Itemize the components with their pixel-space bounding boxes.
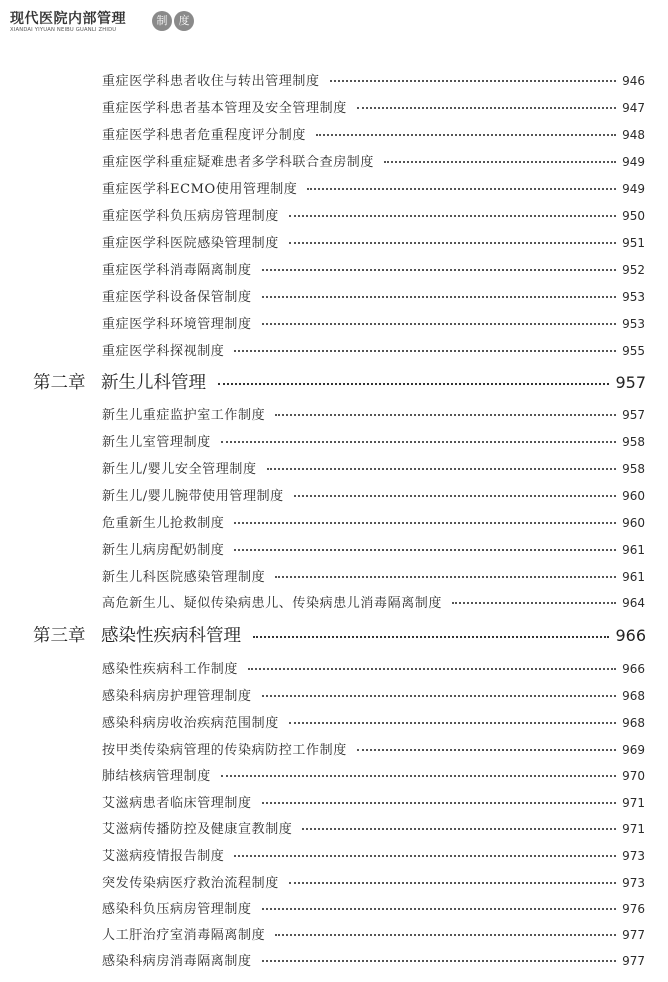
running-header xyxy=(10,6,310,36)
entry-title: 重症医学科设备保管制度 xyxy=(102,290,252,305)
entry-page: 958 xyxy=(622,435,645,449)
dot-leader xyxy=(302,828,616,830)
entry-title: 高危新生儿、疑似传染病患儿、传染病患儿消毒隔离制度 xyxy=(102,596,443,611)
dot-leader xyxy=(221,441,616,443)
dot-leader xyxy=(357,107,616,109)
entry-page: 949 xyxy=(622,182,645,196)
dot-leader xyxy=(307,188,616,190)
toc-entry[interactable] xyxy=(102,512,645,531)
toc-entry[interactable] xyxy=(102,818,645,837)
toc-entry[interactable] xyxy=(102,232,645,251)
dot-leader xyxy=(289,215,616,217)
toc-entry[interactable] xyxy=(102,898,645,917)
dot-leader xyxy=(262,323,616,325)
entry-title: 重症医学科探视制度 xyxy=(102,344,225,359)
dot-leader xyxy=(234,549,616,551)
entry-page: 947 xyxy=(622,101,645,115)
chapter-heading[interactable] xyxy=(33,369,646,394)
entry-title: 重症医学科医院感染管理制度 xyxy=(102,236,279,251)
entry-title: 感染科病房收治疾病范围制度 xyxy=(102,716,279,731)
entry-page: 960 xyxy=(622,516,645,530)
dot-leader xyxy=(262,908,616,910)
seal-icon: 度 xyxy=(174,11,194,31)
entry-title: 重症医学科患者收住与转出管理制度 xyxy=(102,74,320,89)
entry-page: 957 xyxy=(622,408,645,422)
dot-leader xyxy=(253,636,609,638)
chapter-number: 第三章 xyxy=(33,626,86,646)
toc-entry[interactable] xyxy=(102,765,645,784)
entry-title: 危重新生儿抢救制度 xyxy=(102,516,225,531)
dot-leader xyxy=(262,695,616,697)
seal-icon: 制 xyxy=(152,11,172,31)
entry-title: 重症医学科ECMO使用管理制度 xyxy=(102,182,298,197)
entry-page: 961 xyxy=(622,543,645,557)
toc-entry[interactable] xyxy=(102,658,645,677)
toc-entry[interactable] xyxy=(102,313,645,332)
entry-page: 973 xyxy=(622,876,645,890)
entry-page: 960 xyxy=(622,489,645,503)
entry-title: 艾滋病传播防控及健康宣教制度 xyxy=(102,822,293,837)
entry-title: 重症医学科环境管理制度 xyxy=(102,317,252,332)
toc-entry[interactable] xyxy=(102,792,645,811)
entry-page: 971 xyxy=(622,822,645,836)
chapter-title: 感染性疾病科管理 xyxy=(101,626,241,646)
toc-entry[interactable] xyxy=(102,539,645,558)
toc-entry[interactable] xyxy=(102,685,645,704)
toc-entry[interactable] xyxy=(102,950,645,969)
entry-page: 953 xyxy=(622,317,645,331)
entry-page: 955 xyxy=(622,344,645,358)
toc-entry[interactable] xyxy=(102,872,645,891)
entry-page: 950 xyxy=(622,209,645,223)
entry-title: 新生儿科医院感染管理制度 xyxy=(102,570,266,585)
dot-leader xyxy=(275,576,616,578)
entry-page: 953 xyxy=(622,290,645,304)
toc-entry[interactable] xyxy=(102,286,645,305)
dot-leader xyxy=(289,242,616,244)
entry-page: 946 xyxy=(622,74,645,88)
toc-entry[interactable] xyxy=(102,259,645,278)
entry-page: 973 xyxy=(622,849,645,863)
dot-leader xyxy=(218,383,609,385)
entry-page: 951 xyxy=(622,236,645,250)
entry-title: 新生儿/婴儿腕带使用管理制度 xyxy=(102,489,284,504)
entry-page: 964 xyxy=(622,596,645,610)
dot-leader xyxy=(262,269,616,271)
entry-title: 肺结核病管理制度 xyxy=(102,769,211,784)
entry-title: 新生儿室管理制度 xyxy=(102,435,211,450)
entry-title: 感染科负压病房管理制度 xyxy=(102,902,252,917)
entry-title: 感染性疾病科工作制度 xyxy=(102,662,239,677)
entry-page: 958 xyxy=(622,462,645,476)
entry-title: 新生儿病房配奶制度 xyxy=(102,543,225,558)
toc-entry[interactable] xyxy=(102,431,645,450)
entry-title: 重症医学科消毒隔离制度 xyxy=(102,263,252,278)
dot-leader xyxy=(248,668,616,670)
dot-leader xyxy=(275,934,616,936)
dot-leader xyxy=(262,802,616,804)
dot-leader xyxy=(357,749,616,751)
entry-page: 971 xyxy=(622,796,645,810)
dot-leader xyxy=(275,414,616,416)
entry-page: 952 xyxy=(622,263,645,277)
entry-title: 感染科病房护理管理制度 xyxy=(102,689,252,704)
entry-page: 949 xyxy=(622,155,645,169)
entry-title: 艾滋病疫情报告制度 xyxy=(102,849,225,864)
entry-page: 970 xyxy=(622,769,645,783)
entry-title: 感染科病房消毒隔离制度 xyxy=(102,954,252,969)
dot-leader xyxy=(221,775,616,777)
entry-page: 977 xyxy=(622,928,645,942)
dot-leader xyxy=(452,602,616,604)
dot-leader xyxy=(294,495,616,497)
entry-page: 976 xyxy=(622,902,645,916)
toc-entry[interactable] xyxy=(102,712,645,731)
toc-entry[interactable] xyxy=(102,340,645,359)
dot-leader xyxy=(234,522,616,524)
dot-leader xyxy=(316,134,616,136)
entry-title: 按甲类传染病管理的传染病防控工作制度 xyxy=(102,743,347,758)
entry-title: 新生儿重症监护室工作制度 xyxy=(102,408,266,423)
entry-page: 969 xyxy=(622,743,645,757)
entry-title: 人工肝治疗室消毒隔离制度 xyxy=(102,928,266,943)
toc-entry[interactable] xyxy=(102,458,645,477)
entry-title: 重症医学科负压病房管理制度 xyxy=(102,209,279,224)
dot-leader xyxy=(234,855,616,857)
dot-leader xyxy=(289,882,616,884)
dot-leader xyxy=(234,350,616,352)
entry-title: 重症医学科患者基本管理及安全管理制度 xyxy=(102,101,347,116)
book-subtitle-pinyin: XIANDAI YIYUAN NEIBU GUANLI ZHIDU xyxy=(10,27,117,33)
toc-entry[interactable] xyxy=(102,70,645,89)
dot-leader xyxy=(330,80,616,82)
dot-leader xyxy=(262,960,616,962)
toc-entry[interactable] xyxy=(102,485,645,504)
dot-leader xyxy=(384,161,616,163)
chapter-page: 966 xyxy=(615,626,646,645)
entry-title: 艾滋病患者临床管理制度 xyxy=(102,796,252,811)
dot-leader xyxy=(267,468,617,470)
entry-page: 961 xyxy=(622,570,645,584)
entry-title: 重症医学科患者危重程度评分制度 xyxy=(102,128,307,143)
chapter-page: 957 xyxy=(615,373,646,392)
entry-title: 突发传染病医疗救治流程制度 xyxy=(102,876,279,891)
toc-entry[interactable] xyxy=(102,97,645,116)
entry-page: 968 xyxy=(622,689,645,703)
entry-title: 新生儿/婴儿安全管理制度 xyxy=(102,462,257,477)
toc-entry[interactable] xyxy=(102,178,645,197)
entry-page: 966 xyxy=(622,662,645,676)
toc-entry[interactable] xyxy=(102,845,645,864)
entry-title: 重症医学科重症疑难患者多学科联合查房制度 xyxy=(102,155,375,170)
book-title: 现代医院内部管理 xyxy=(10,11,126,27)
chapter-number: 第二章 xyxy=(33,373,86,393)
entry-page: 977 xyxy=(622,954,645,968)
chapter-heading[interactable] xyxy=(33,622,646,647)
dot-leader xyxy=(289,722,616,724)
toc-entry[interactable] xyxy=(102,151,645,170)
toc-entry[interactable] xyxy=(102,924,645,943)
toc-entry[interactable] xyxy=(102,205,645,224)
toc-entry[interactable] xyxy=(102,592,645,611)
chapter-title: 新生儿科管理 xyxy=(101,373,206,393)
toc-entry[interactable] xyxy=(102,124,645,143)
toc-entry[interactable] xyxy=(102,404,645,423)
toc-entry[interactable] xyxy=(102,739,645,758)
entry-page: 948 xyxy=(622,128,645,142)
toc-entry[interactable] xyxy=(102,566,645,585)
entry-page: 968 xyxy=(622,716,645,730)
dot-leader xyxy=(262,296,616,298)
